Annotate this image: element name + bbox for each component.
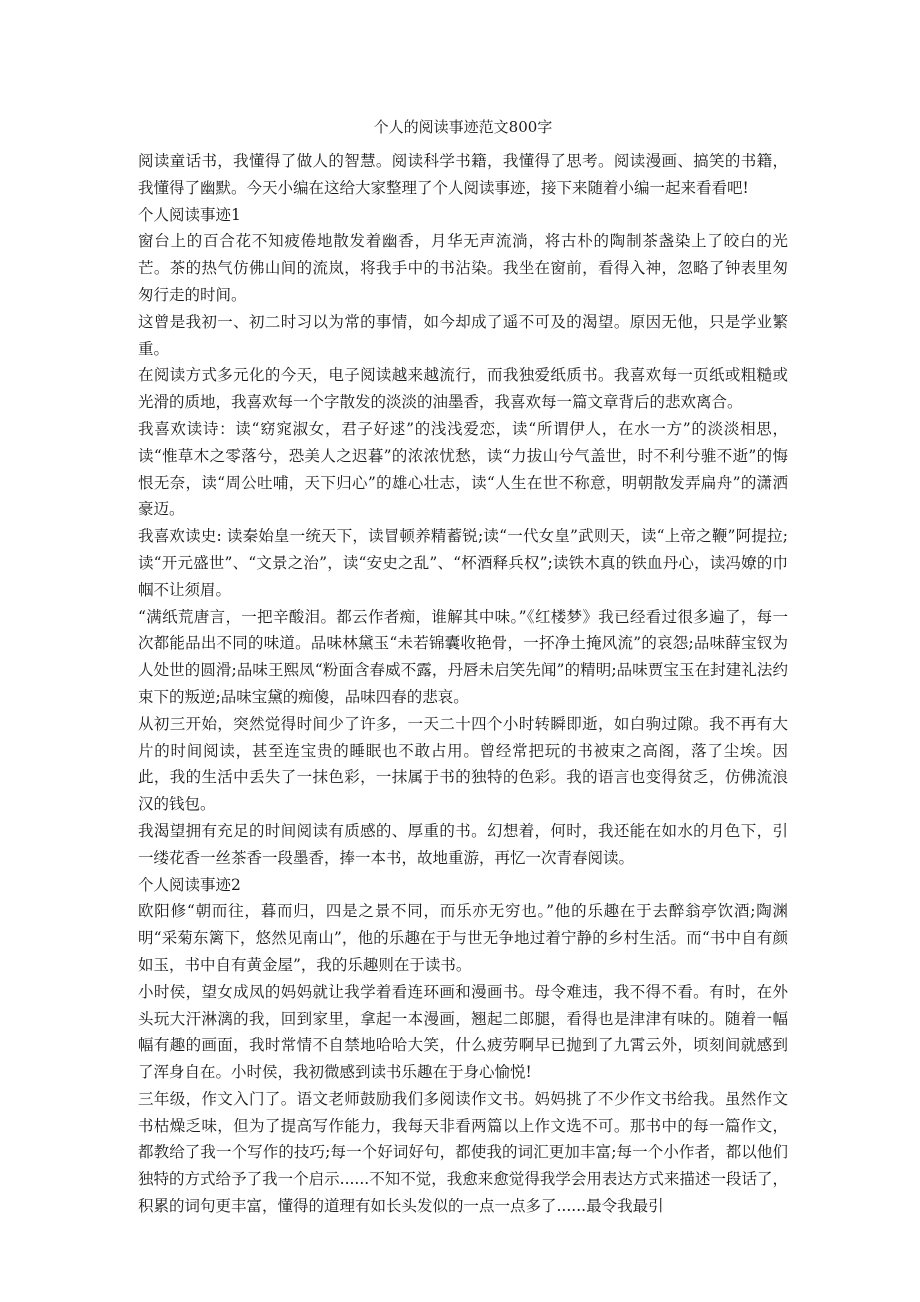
paragraph: 三年级，作文入门了。语文老师鼓励我们多阅读作文书。妈妈挑了不少作文书给我。虽然作文书枯燥乏味，但为了提高写作能力，我每天非看两篇以上作文选不可。那书中的每一篇作文，都教给了我一个写作的技巧;每一个好词好句，都使我的词汇更加丰富;每一个小作者，都以他们独特的方式给予了我一个启示......不知不觉，我愈来愈觉得我学会用表达方式来描述一段话了，积累的词句更丰富，懂得的道理有如长头发似的一点一点多了......最令我最引 bbox=[138, 1089, 788, 1216]
intro-paragraph: 阅读童话书，我懂得了做人的智慧。阅读科学书籍，我懂得了思考。阅读漫画、搞笑的书籍，我懂得了幽默。今天小编在这给大家整理了个人阅读事迹，接下来随着小编一起来看看吧! bbox=[138, 152, 788, 197]
document-title: 个人的阅读事迹范文800字 bbox=[373, 118, 553, 136]
section-heading-1: 个人阅读事迹1 bbox=[138, 205, 241, 224]
paragraph: 我渴望拥有充足的时间阅读有质感的、厚重的书。幻想着，何时，我还能在如水的月色下，引一缕花香一丝茶香一段墨香，捧一本书，故地重游，再忆一次青春阅读。 bbox=[138, 821, 788, 867]
paragraph: 这曾是我初一、初二时习以为常的事情，如今却成了遥不可及的渴望。原因无他，只是学业繁重。 bbox=[138, 312, 788, 358]
paragraph: 小时侯，望女成凤的妈妈就让我学着看连环画和漫画书。母令难违，我不得不看。有时，在外头玩大汗淋漓的我，回到家里，拿起一本漫画，翘起二郎腿，看得也是津津有味的。随着一幅幅有趣的画面，我时常情不自禁地哈哈大笑，什么疲劳啊早已抛到了九霄云外，顷刻间就感到了浑身自在。小时侯，我初微感到读书乐趣在于身心愉悦! bbox=[138, 982, 788, 1082]
paragraph: 我喜欢读史: 读秦始皇一统天下，读冒顿养精蓄锐;读“一代女皇”武则天，读“上帝之鞭”阿提拉;读“开元盛世”、“文景之治”，读“安史之乱”、“杯酒释兵权”;读铁木真的铁血丹心，读冯嫽的巾帼不让须眉。 bbox=[138, 527, 788, 599]
paragraph: “满纸荒唐言，一把辛酸泪。都云作者痴，谁解其中味。”《红楼梦》我已经看过很多遍了，每一次都能品出不同的味道。品味林黛玉“未若锦囊收艳骨，一抔净土掩风流”的哀怨;品味薛宝钗为人处世的圆滑;品味王熙凤“粉面含春威不露，丹唇未启笑先闻”的精明;品味贾宝玉在封建礼法约束下的叛逆;品味宝黛的痴傻，品味四春的悲哀。 bbox=[138, 607, 788, 706]
paragraph: 从初三开始，突然觉得时间少了许多，一天二十四个小时转瞬即逝，如白驹过隙。我不再有大片的时间阅读，甚至连宝贵的睡眠也不敢占用。曾经常把玩的书被束之高阁，落了尘埃。因此，我的生活中丢失了一抹色彩，一抹属于书的独特的色彩。我的语言也变得贫乏，仿佛流浪汉的钱包。 bbox=[138, 714, 788, 814]
section-heading-2: 个人阅读事迹2 bbox=[138, 875, 241, 894]
paragraph: 窗台上的百合花不知疲倦地散发着幽香，月华无声流淌，将古朴的陶制茶盏染上了皎白的光芒。茶的热气仿佛山间的流岚，将我手中的书沾染。我坐在窗前，看得入神，忽略了钟表里匆匆行走的时间。 bbox=[138, 232, 788, 304]
paragraph: 在阅读方式多元化的今天，电子阅读越来越流行，而我独爱纸质书。我喜欢每一页纸或粗糙或光滑的质地，我喜欢每一个字散发的淡淡的油墨香，我喜欢每一篇文章背后的悲欢离合。 bbox=[138, 366, 788, 412]
paragraph: 我喜欢读诗：读“窈窕淑女，君子好逑”的浅浅爱恋，读“所谓伊人，在水一方”的淡淡相思，读“惟草木之零落兮，恐美人之迟暮”的浓浓忧愁，读“力拔山兮气盖世，时不利兮骓不逝”的悔恨无奈，读“周公吐哺，天下归心”的雄心壮志，读“人生在世不称意，明朝散发弄扁舟”的潇洒豪迈。 bbox=[138, 419, 788, 519]
document-body bbox=[138, 148, 788, 1220]
paragraph: 欧阳修“朝而往，暮而归，四是之景不同，而乐亦无穷也。”他的乐趣在于去醉翁亭饮酒;陶渊明“采菊东篱下，悠然见南山”，他的乐趣在于与世无争地过着宁静的乡村生活。而“书中自有颜如玉，书中自有黄金屋”，我的乐趣则在于读书。 bbox=[138, 902, 788, 974]
